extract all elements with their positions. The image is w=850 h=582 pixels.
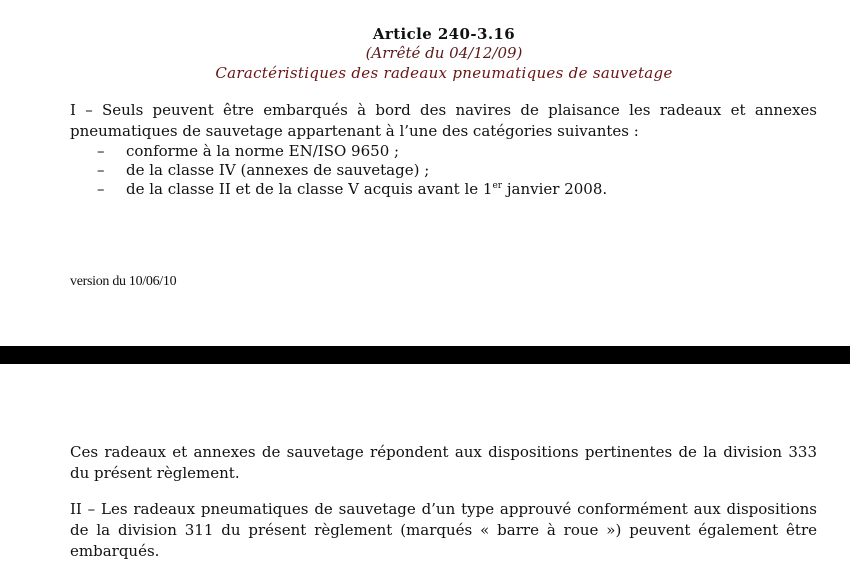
list-item-text: conforme à la norme EN/ISO 9650 ;: [126, 142, 400, 160]
list-item: [70, 180, 607, 199]
list-item-text: de la classe II et de la classe V acquis avant le 1: [126, 180, 493, 198]
list-item-text-end: janvier 2008.: [502, 180, 608, 198]
article-title: Article 240-3.16: [372, 25, 516, 43]
section-one-intro: I – Seuls peuvent être embarqués à bord des navires de plaisance les radeaux et annexes pneumatiques de sauvetage appartenant à l’une des catégories suivantes :: [70, 101, 817, 140]
list-item-text: de la classe IV (annexes de sauvetage) ;: [126, 161, 430, 179]
version-note: version du 10/06/10: [70, 274, 177, 289]
dash-marker: –: [97, 161, 105, 179]
section-two-paragraph: II – Les radeaux pneumatiques de sauvetage d’un type approuvé conformément aux dispositions de la division 311 du présent règlement (marqués « barre à roue ») peuvent également être embarqués.: [70, 500, 817, 560]
category-list: [70, 142, 607, 199]
ordinal-superscript: er: [492, 181, 503, 191]
article-date: (Arrêté du 04/12/09): [365, 44, 523, 62]
dash-marker: –: [97, 180, 105, 198]
article-subject: Caractéristiques des radeaux pneumatiques de sauvetage: [215, 64, 673, 82]
dash-marker: –: [97, 142, 105, 160]
list-item: [70, 161, 607, 180]
page-divider: [0, 346, 850, 364]
list-item: [70, 142, 607, 161]
continuation-paragraph: Ces radeaux et annexes de sauvetage répondent aux dispositions pertinentes de la division 333 du présent règlement.: [70, 443, 817, 482]
